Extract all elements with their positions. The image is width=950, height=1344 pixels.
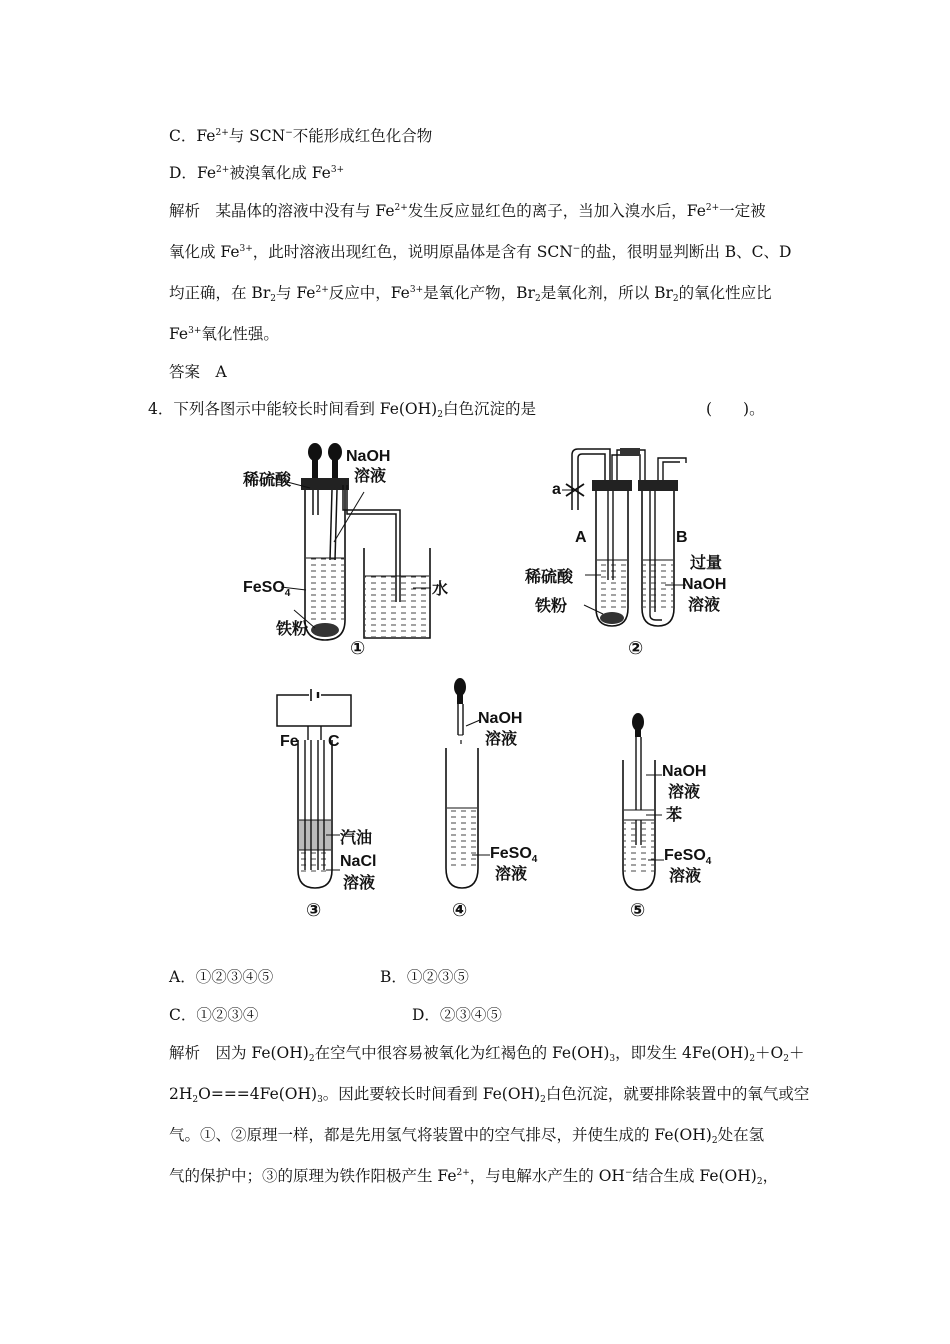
label-tube-b: B (676, 529, 688, 546)
label-solution: 溶液 (343, 873, 376, 892)
option-a[interactable]: A．①②③④⑤ (169, 968, 274, 986)
analysis1-line3: 均正确，在 $Br_2$与 $Fe^{2+}$反应中，$Fe^{3+}$是氧化产物，$Br_2$是氧化剂，所以 $Br_2$的氧化性应比 (169, 284, 772, 304)
figure-2 (524, 448, 726, 658)
label-gasoline: 汽油 (340, 828, 373, 847)
label-water: 水 (432, 579, 449, 598)
figure-number-2: ② (628, 638, 644, 658)
analysis2-line3: 气。①、②原理一样，都是先用氢气将装置中的空气排尽，并使生成的 $Fe(OH)_2$处在氢 (169, 1126, 765, 1146)
label-benzene: 苯 (666, 805, 683, 824)
label-tube-a: A (575, 529, 587, 546)
analysis2-line1: 解析 因为 $Fe(OH)_2$在空气中很容易被氧化为红褐色的 $Fe(OH)_3$，即发生 $4Fe(OH)_2+O_2+$ (169, 1044, 805, 1064)
label-solution: 溶液 (668, 782, 701, 801)
option-d[interactable]: D．②③④⑤ (412, 1006, 502, 1024)
label-feso4: FeSO$_4$ (664, 847, 712, 867)
label-nacl: NaCl (340, 853, 377, 870)
option-d-prev: D．$Fe^{2+}$被溴氧化成 $Fe^{3+}$ (169, 164, 345, 182)
figure-number-4: ④ (452, 900, 468, 920)
label-fe: Fe (280, 733, 299, 750)
label-excess: 过量 (690, 553, 723, 572)
option-c[interactable]: C．①②③④ (169, 1006, 259, 1024)
label-solution: 溶液 (354, 466, 387, 485)
label-solution-2: 溶液 (669, 866, 702, 885)
label-naoh: NaOH (346, 448, 391, 465)
figure-5 (623, 713, 712, 920)
analysis1-line2: 氧化成 $Fe^{3+}$，此时溶液出现红色，说明原晶体是含有 SCN−的盐，很明显判断出 B、C、D (169, 243, 792, 261)
label-dilute-h2so4: 稀硫酸 (243, 470, 292, 489)
label-feso4: FeSO$_4$ (490, 845, 538, 865)
apparatus-figures (0, 430, 950, 950)
option-c-prev: C．$Fe^{2+}$与 SCN−不能形成红色化合物 (169, 127, 433, 145)
analysis2-line4: 气的保护中；③的原理为铁作阳极产生 $Fe^{2+}$，与电解水产生的 OH−结合生成 $Fe(OH)_2$， (169, 1167, 779, 1187)
figure-number-1: ① (350, 638, 366, 658)
figure-1 (242, 443, 448, 658)
label-dilute-h2so4: 稀硫酸 (525, 567, 574, 586)
figure-number-5: ⑤ (630, 900, 646, 920)
figure-number-3: ③ (306, 900, 322, 920)
label-naoh: NaOH (682, 576, 727, 593)
answer1: 答案 A (169, 363, 227, 381)
label-feso4: FeSO$_4$ (243, 579, 291, 599)
analysis1-line1: 解析 某晶体的溶液中没有与 $Fe^{2+}$发生反应显红色的离子，当加入溴水后，$Fe^{2+}$一定被 (169, 202, 766, 220)
analysis2-line2: $2H_2O===4Fe(OH)_3$。因此要较长时间看到 $Fe(OH)_2$白色沉淀，就要排除装置中的氧气或空 (169, 1085, 810, 1105)
analysis1-line4: $Fe^{3+}$氧化性强。 (169, 325, 279, 343)
figure-3 (277, 689, 376, 920)
label-solution: 溶液 (688, 595, 721, 614)
label-iron-powder: 铁粉 (276, 619, 309, 638)
label-naoh: NaOH (478, 710, 523, 727)
label-iron-powder: 铁粉 (535, 596, 568, 615)
figure-4 (446, 678, 538, 920)
label-solution-2: 溶液 (495, 864, 528, 883)
label-naoh: NaOH (662, 763, 707, 780)
option-b[interactable]: B．①②③⑤ (380, 968, 469, 986)
label-c: C (328, 733, 340, 750)
answer-blank[interactable]: ( )。 (706, 400, 765, 418)
label-solution: 溶液 (485, 729, 518, 748)
label-clamp-a: a (552, 481, 561, 498)
question4-stem: 4．下列各图示中能较长时间看到 $Fe(OH)_2$白色沉淀的是 (148, 400, 536, 420)
